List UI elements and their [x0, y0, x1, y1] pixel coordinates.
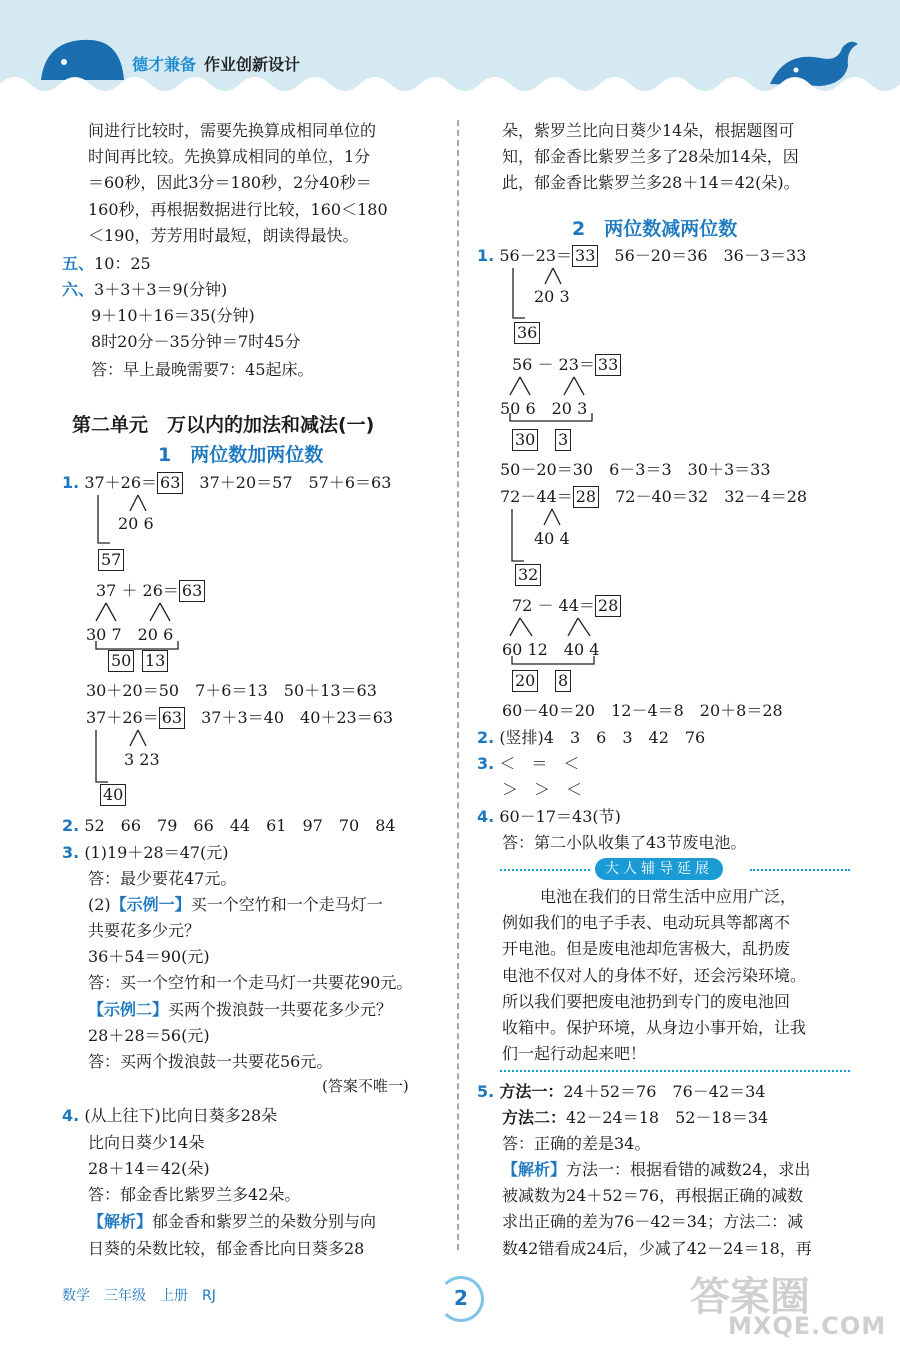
text-line: ＜190，芳芳用时最短，朗读得最快。 [88, 226, 359, 245]
answer-box: 63 [179, 580, 205, 602]
note: (答案不唯一) [322, 1077, 409, 1095]
answer-box: 30 [512, 429, 538, 451]
dotted-rule [500, 869, 590, 871]
answer-line: 答：买两个拨浪鼓一共要花56元。 [88, 1052, 333, 1071]
text: 买两个拨浪鼓一共要花多少元？ [168, 1000, 393, 1019]
answer-box: 33 [572, 245, 598, 267]
page-header [0, 0, 900, 100]
equation [500, 484, 807, 508]
question-number: 1. [62, 473, 80, 492]
equation [96, 578, 205, 602]
question-number: 4. [62, 1106, 80, 1125]
series-name: 作业创新设计 [204, 55, 301, 74]
answer-box: 40 [100, 784, 126, 806]
answer: 52 66 79 66 44 61 97 70 84 [84, 816, 396, 835]
watermark-text: MXQE.COM [728, 1312, 887, 1340]
answer: ＜ ＝ ＜ [499, 754, 580, 773]
answer-line: ＞ ＞ ＜ [502, 780, 583, 799]
answer-line: 28＋14＝42(朵) [88, 1159, 210, 1178]
answer-line: 答：最少要花47元。 [88, 869, 237, 888]
extension-line: 收箱中。保护环境，从身边小事开始，让我 [502, 1018, 807, 1037]
answer-box: 13 [142, 650, 168, 672]
extension-line: 电池在我们的日常生活中应用广泛， [540, 887, 797, 906]
answer: 60－17＝43(节) [499, 807, 621, 826]
answer-line: 9＋10＋16＝35(分钟) [91, 306, 255, 325]
text-line: 知，郁金香比紫罗兰多了28朵加14朵，因 [502, 147, 799, 166]
question-number: 5. [477, 1082, 495, 1101]
problem-3 [62, 840, 229, 863]
answer-box: 50 [108, 650, 134, 672]
text-line: 160秒，再根据数据进行比较，160＜180 [88, 200, 388, 219]
watermark-logo: 答案圈 [690, 1274, 810, 1320]
answer-line: 8时20分－35分钟＝7时45分 [91, 332, 301, 351]
text: 方法一：根据看错的减数24，求出 [566, 1160, 811, 1179]
question-number: 4. [477, 807, 495, 826]
problem-5 [477, 1079, 766, 1102]
extension-line: 们一起行动起来吧！ [502, 1044, 647, 1063]
question-5 [62, 251, 151, 274]
answer-line: 答：郁金香比紫罗兰多42朵。 [88, 1185, 301, 1204]
equation-text: 56－23＝ [499, 246, 573, 265]
answer-line: 答：早上最晚需要7：45起床。 [91, 360, 314, 379]
equation: 50－20＝30 6－3＝3 30＋3＝33 [500, 460, 771, 479]
method-tag: 方法一： [499, 1082, 564, 1101]
brand-name: 德才兼备 [132, 55, 197, 74]
text-line: ＝60秒，因此3分＝180秒，2分40秒＝ [88, 173, 372, 192]
problem-4 [62, 1103, 277, 1126]
answer-box: 36 [514, 322, 540, 344]
problem-1 [477, 243, 806, 267]
dotted-rule [750, 869, 850, 871]
column-divider [457, 120, 459, 1250]
section-title: 1 两位数加两位数 [158, 444, 324, 466]
answer-line: 被减数为24＋52＝76，再根据正确的减数 [502, 1186, 804, 1205]
text: 郁金香和紫罗兰的朵数分别与向 [152, 1212, 377, 1231]
answer: (1)19＋28＝47(元) [84, 843, 229, 862]
text-line: 此，郁金香比紫罗兰多28＋14＝42(朵)。 [502, 173, 800, 192]
problem-3 [477, 751, 579, 774]
answer-box: 28 [595, 595, 621, 617]
answer-box: 33 [595, 354, 621, 376]
analysis-tag: 【解析】 [88, 1212, 153, 1231]
answer-line [88, 997, 392, 1020]
question-number: 五、 [62, 254, 95, 273]
answer-line: 答：正确的差是34。 [502, 1134, 651, 1153]
equation: 72－40＝32 32－4＝28 [615, 487, 808, 506]
answer-line: 求出正确的差为76－42＝34；方法二：减 [502, 1212, 804, 1231]
section-title: 2 两位数减两位数 [572, 218, 738, 240]
equation: 30＋20＝50 7＋6＝13 50＋13＝63 [86, 681, 377, 700]
equation: 37＋3＝40 40＋23＝63 [201, 708, 394, 727]
split-numbers: 20 3 [534, 287, 570, 306]
answer-line [88, 1209, 376, 1232]
dotted-rule [500, 1070, 850, 1072]
question-number: 1. [477, 246, 495, 265]
equation [86, 705, 393, 729]
answer: (竖排)4 3 6 3 42 76 [499, 728, 706, 747]
equation: 60－40＝20 12－4＝8 20＋8＝28 [502, 701, 783, 720]
answer-box: 32 [515, 564, 541, 586]
unit-title: 第二单元 万以内的加法和减法(一) [72, 414, 375, 436]
answer-line [502, 1105, 768, 1128]
extension-line: 例如我们的电子手表、电动玩具等都离不 [502, 913, 791, 932]
answer-line: 比向日葵少14朵 [88, 1133, 205, 1152]
text-line: 间进行比较时，需要先换算成相同单位的 [88, 121, 377, 140]
answer-line [88, 892, 383, 915]
analysis-tag: 【解析】 [502, 1160, 567, 1179]
equation [512, 352, 621, 376]
equation-text: 72 － 44＝ [512, 596, 595, 615]
question-number: 六、 [62, 280, 95, 299]
extension-line: 开电池。但是废电池却危害极大，乱扔废 [502, 939, 791, 958]
answer: 24＋52＝76 76－42＝34 [563, 1082, 766, 1101]
split-numbers: 50 6 20 3 [500, 399, 588, 418]
problem-4 [477, 804, 621, 827]
question-number: 3. [62, 843, 80, 862]
answer-box: 8 [555, 670, 571, 692]
answer: 42－24＝18 52－18＝34 [566, 1108, 769, 1127]
answer-box: 3 [555, 429, 571, 451]
answer-line: 数42错看成24后，少减了42－24＝18，再 [502, 1239, 812, 1258]
method-tag: 方法二： [502, 1108, 567, 1127]
answer-line: 答：第二小队收集了43节废电池。 [502, 833, 747, 852]
equation-text: 37＋26＝ [86, 708, 159, 727]
extension-line: 所以我们要把废电池扔到专门的废电池回 [502, 992, 791, 1011]
answer: 10：25 [94, 254, 151, 273]
equation: 37＋20＝57 57＋6＝63 [199, 473, 392, 492]
answer-line: 答：买一个空竹和一个走马灯一共要花90元。 [88, 973, 413, 992]
text-line: 时间再比较。先换算成相同的单位，1分 [88, 147, 371, 166]
answer: (从上往下)比向日葵多28朵 [84, 1106, 278, 1125]
equation-text: 56 － 23＝ [512, 355, 595, 374]
equation: 56－20＝36 36－3＝33 [614, 246, 807, 265]
answer-line: 日葵的朵数比较，郁金香比向日葵多28 [88, 1239, 365, 1258]
extension-header [500, 858, 850, 882]
split-numbers: 3 23 [124, 750, 160, 769]
page-number: 2 [438, 1276, 484, 1322]
question-6 [62, 277, 227, 300]
wave-border [0, 62, 900, 102]
equation-text: 72－44＝ [500, 487, 573, 506]
split-numbers: 20 6 [118, 514, 154, 533]
answer-line: 28＋28＝56(元) [88, 1026, 210, 1045]
answer-box: 20 [512, 670, 538, 692]
extension-line: 电池不仅对人的身体不好，还会污染环境。 [502, 966, 807, 985]
question-number: 2. [62, 816, 80, 835]
answer-box: 57 [98, 549, 124, 571]
problem-1 [62, 470, 391, 494]
example-tag: 【示例一】 [110, 895, 191, 914]
answer-box: 63 [159, 707, 185, 729]
split-numbers: 40 4 [534, 529, 570, 548]
question-number: 3. [477, 754, 495, 773]
equation-text: 37 ＋ 26＝ [96, 581, 179, 600]
answer-line: 共要花多少元？ [88, 921, 201, 940]
footer-info: 数学 三年级 上册 RJ [62, 1288, 216, 1304]
answer-line [502, 1157, 810, 1180]
text: 买一个空竹和一个走马灯一 [190, 895, 383, 914]
equation [512, 593, 621, 617]
problem-2 [477, 725, 705, 748]
text-line: 朵，紫罗兰比向日葵少14朵，根据题图可 [502, 121, 795, 140]
answer: 3＋3＋3＝9(分钟) [94, 280, 228, 299]
split-numbers: 30 7 20 6 [86, 625, 174, 644]
problem-2 [62, 813, 396, 836]
answer-box: 28 [573, 486, 599, 508]
split-numbers: 60 12 40 4 [502, 640, 600, 659]
answer-box: 63 [157, 472, 183, 494]
question-number: 2. [477, 728, 495, 747]
example-tag: 【示例二】 [88, 1000, 169, 1019]
text: (2) [88, 895, 111, 914]
answer-line: 36＋54＝90(元) [88, 947, 210, 966]
equation: 37＋26＝ [84, 473, 158, 492]
extension-title: 大人辅导延展 [595, 858, 723, 880]
